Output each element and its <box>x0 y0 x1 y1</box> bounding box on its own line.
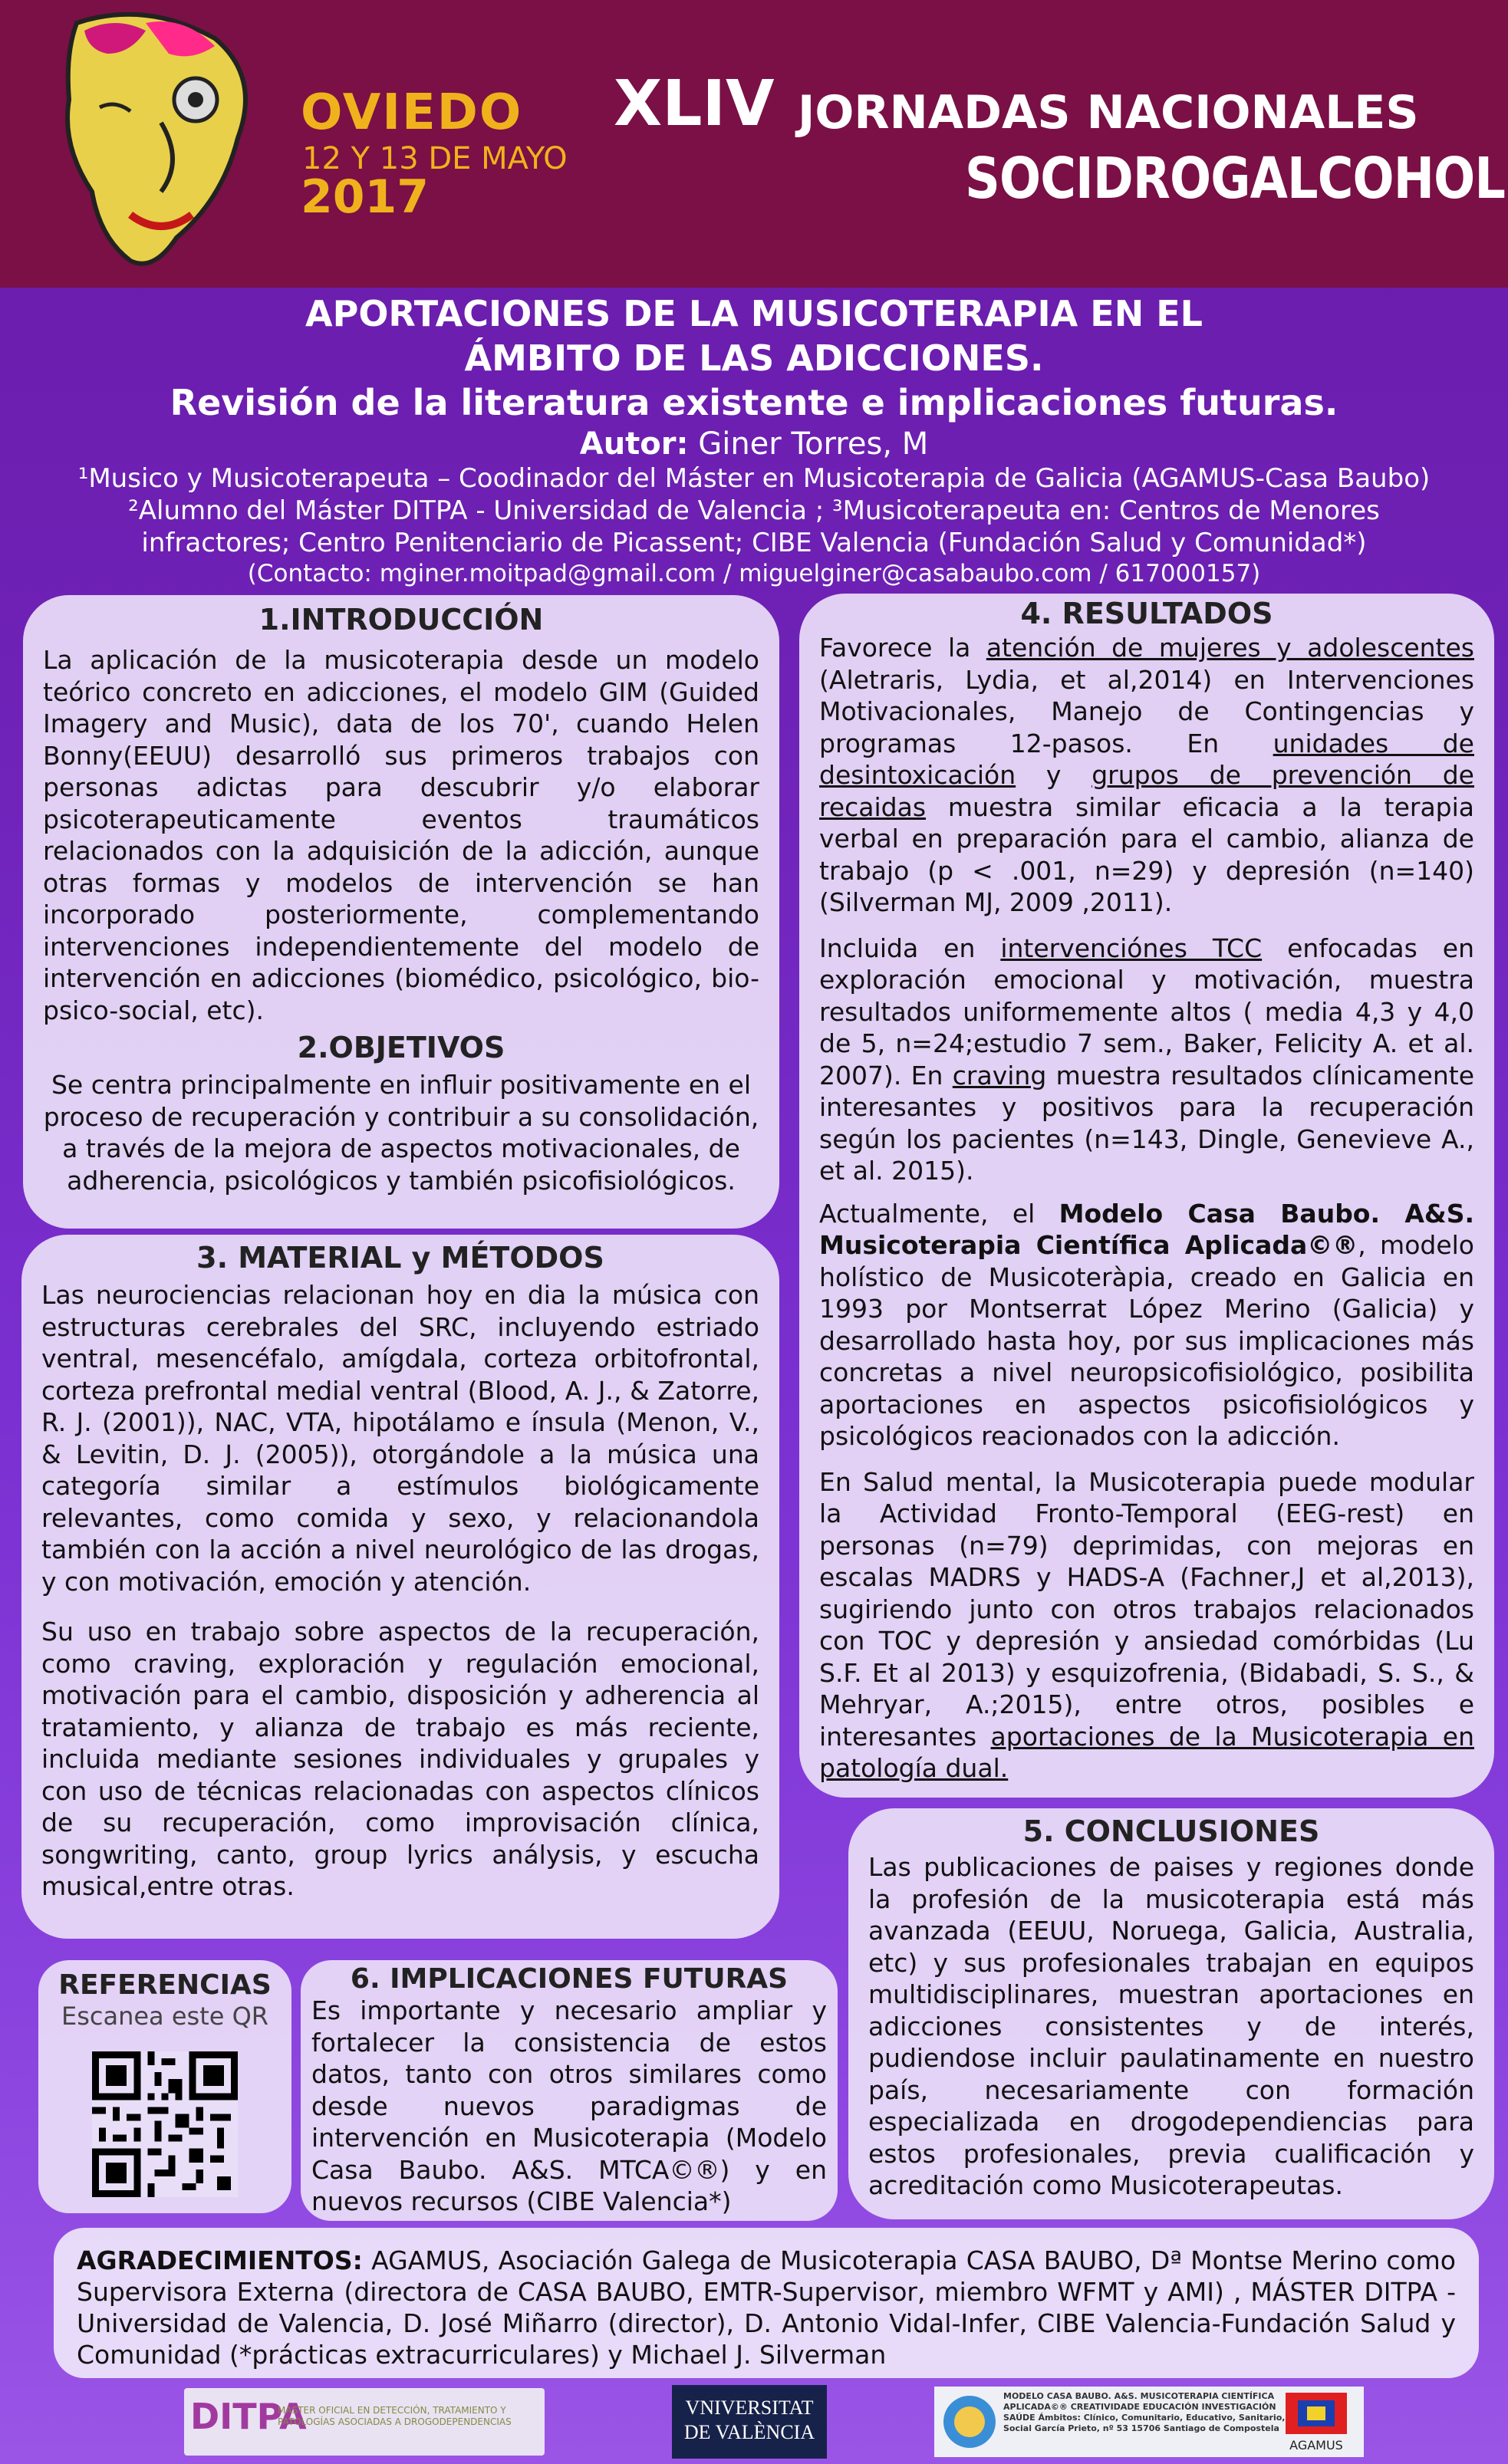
results-p1-link-relapse-groups: grupos de prevención de recaidas <box>819 760 1474 822</box>
agamus-logo-text: AGAMUS <box>1289 2438 1343 2452</box>
author-label: Autor: <box>579 426 689 462</box>
mascot-face-illustration <box>31 8 261 280</box>
intro-heading: 1.INTRODUCCIÓN <box>258 603 544 637</box>
author-line <box>0 426 1508 462</box>
conclusions-box <box>848 1808 1494 2219</box>
uv-logo-line1: VNIVERSITAT <box>685 2397 814 2419</box>
objectives-text: Se centra principalmente en influir positivamente en el proceso de recuperación y contribuir a su consolidación, a través de la mejora de aspectos motivacionales, de adherencia, psicológicos y también psicofisiológicos. <box>43 1070 759 1196</box>
intro-text: La aplicación de la musicoterapia desde un modelo teórico concreto en adicciones, el modelo GIM (Guided Imagery and Music), data de los 70', cuando Helen Bonny(EEUU) desarrolló sus primeros trabajos con personas adictas para descubrir y/o elaborar psicoterapeuticamente eventos traumáticos relacionados con la adquisición de la adicción, aunque otras formas y modelos de intervención se han incorporado posteriormente, complementando intervenciones independientemente del modelo de intervención en adicciones (biomédico, psicológico, bio-psico-social, etc). <box>43 645 759 1025</box>
results-p3-model-name: Modelo Casa Baubo. A&S. Musicoterapia Científica Aplicada©® <box>819 1198 1474 1260</box>
results-p1-text-b: (Aletraris, Lydia, et al,2014) en Intervenciones Motivacionales, Manejo de Contingencias y programas 12-pasos. En <box>819 664 1474 758</box>
universitat-valencia-logo <box>672 2385 827 2459</box>
results-p2-text-c: muestra resultados clínicamente interesantes y positivos para la recuperación según los pacientes (n=143, Dingle, Genevieve A., et al. 2015). <box>819 1060 1475 1186</box>
results-paragraph-1 <box>819 632 1474 919</box>
event-city: OVIEDO <box>301 84 523 141</box>
future-heading: 6. IMPLICACIONES FUTURAS <box>350 1963 789 1995</box>
event-name: JORNADAS NACIONALES <box>798 86 1419 140</box>
event-dates: 12 Y 13 DE MAYO <box>302 141 568 176</box>
author-name: Giner Torres, M <box>688 426 929 462</box>
results-p2-text-b: enfocadas en exploración emocional y motivación, muestra resultados uniformemente altos ( media 4,3 y 4,0 de 5, n=24;estudio 7 sem., Baker, Felicity A. et al. 2007). En <box>819 933 1474 1091</box>
contact-info: (Contacto: mginer.moitpad@gmail.com / miguelginer@casabaubo.com / 617000157) <box>247 560 1261 587</box>
ditpa-logo-subtext: MASTER OFICIAL EN DETECCIÓN, TRATAMIENTO Y PATOLOGÍAS ASOCIADAS A DROGODEPENDENCIAS <box>278 2405 512 2427</box>
objectives-heading: 2.OBJETIVOS <box>297 1031 505 1064</box>
results-paragraph-4 <box>819 1466 1474 1785</box>
intro-objectives-box <box>23 595 779 1229</box>
event-year: 2017 <box>301 170 429 224</box>
acknowledgements-text: AGAMUS, Asociación Galega de Musicoterapia CASA BAUBO, Dª Montse Merino como Supervisora Externa (directora de CASA BAUBO, EMTR-Supervisor, miembro WFMT y AMI) , MÁSTER DITPA - Universidad de Valencia, D. José Miñarro (director), D. Antonio Vidal-Infer, CIBE Valencia-Fundación Salud y Comunidad (*prácticas extracurriculares) y Michael J. Silverman <box>77 2245 1456 2370</box>
qr-code-icon[interactable] <box>92 2051 238 2197</box>
casa-baubo-emblem-icon <box>940 2391 999 2452</box>
methods-paragraph-1: Las neurociencias relacionan hoy en dia la música con estructuras cerebrales del SRC, incluyendo estriado ventral, mesencéfalo, amígdala, corteza orbitofrontal, corteza prefrontal medial ventral (Blood, A. J., & Zatorre, R. J. (2001)), NAC, VTA, hipotálamo e ínsula (Menon, V., & Levitin, D. J. (2005)), otorgándole a la música una categoría similar a estímulos biológicamente relevantes, como comida y sexo, y relacionandola también con la acción a nivel neurológico de las drogas, y con motivación, emoción y atención. <box>41 1280 759 1597</box>
results-p1-text-d: muestra similar eficacia a la terapia verbal en preparación para el cambio, alianza de trabajo (p < .001, n=29) y depresión (n=140) (Silverman MJ, 2009 ,2011). <box>819 791 1474 917</box>
conclusions-heading: 5. CONCLUSIONES <box>1022 1814 1320 1848</box>
results-box <box>799 594 1494 1798</box>
acknowledgements-box <box>54 2228 1479 2378</box>
results-paragraph-3 <box>819 1198 1474 1452</box>
results-p1-link-detox-units: unidades de desintoxicación <box>819 728 1474 790</box>
results-p2-text-a: Incluida en <box>819 933 1001 963</box>
future-implications-box <box>301 1960 838 2221</box>
poster-title-line2: ÁMBITO DE LAS ADICCIONES. <box>464 337 1044 379</box>
results-paragraph-2 <box>819 933 1474 1187</box>
ditpa-logo-text: DITPA <box>190 2396 307 2437</box>
references-scan-hint: Escanea este QR <box>61 2002 269 2031</box>
results-p2-link-tcc: intervenciónes TCC <box>1000 933 1263 963</box>
casa-baubo-logo-text: MODELO CASA BAUBO. A&S. MUSICOTERAPIA CIENTÍFICA APLICADA©® CREATIVIDADE EDUCACIÓN INVESTIGACIÓN SAÚDE Ámbitos: Clínico, Comunitario, Educativo, Sanitario, Social García Prieto, nº 53 15706 Santiago de Compostela <box>1003 2391 1286 2433</box>
methods-box <box>21 1235 779 1939</box>
poster-subtitle: Revisión de la literatura existente e implicaciones futuras. <box>170 382 1338 423</box>
results-p1-link-women-adolescents: atención de mujeres y adolescentes <box>986 633 1474 663</box>
results-p3-text-a: Actualmente, el <box>819 1198 1059 1229</box>
conclusions-text: Las publicaciones de paises y regiones donde la profesión de la musicoterapia está más avanzada (EEUU, Noruega, Galicia, Australia, etc) y sus profesionales trabajan en equipos multidisciplinares, muestran aportaciones en adicciones consistentes y de interés, pudiendose incluir paulatinamente en nuestro país, necesariamente con formación especializada en drogodependiencias para estos profesionales, previa cualificación y acreditación como Musicoterapeutas. <box>868 1852 1474 2200</box>
acknowledgements-label: AGRADECIMIENTOS: <box>77 2245 363 2275</box>
poster-title-line1: APORTACIONES DE LA MUSICOTERAPIA EN EL <box>305 293 1203 334</box>
affiliation-1: ¹Musico y Musicoterapeuta – Coodinador del Máster en Musicoterapia de Galicia (AGAMUS-Casa Baubo) <box>77 463 1431 494</box>
results-p2-link-craving: craving <box>952 1060 1047 1091</box>
methods-paragraph-2: Su uso en trabajo sobre aspectos de la recuperación, como craving, exploración y regulación emocional, motivación para el cambio, disposición y adherencia al tratamiento, y alianza de trabajo es más reciente, incluida mediante sesiones individuales y grupales y con uso de técnicas relacionadas con aspectos clínicos de su recuperación, como improvisación clínica, songwriting, canto, group lyrics análysis, y escucha musical,entre otras. <box>41 1617 759 1901</box>
future-text: Es importante y necesario ampliar y fortalecer la consistencia de estos datos, tanto con otros similares como desde nuevos paradigmas de intervención en Musicoterapia (Modelo Casa Baubo. A&S. MTCA©®) y en nuevos recursos (CIBE Valencia*) <box>311 1995 827 2216</box>
casa-baubo-logo <box>934 2387 1364 2457</box>
uv-logo-line2: DE VALÈNCIA <box>683 2421 815 2443</box>
results-p1-text-c: y <box>1016 760 1092 790</box>
references-heading: REFERENCIAS <box>58 1969 272 2001</box>
results-heading: 4. RESULTADOS <box>1020 597 1273 630</box>
results-p3-text-b: , modelo holístico de Musicoteràpia, creado en Galicia en 1993 por Montserrat López Merino (Galicia) y desarrollado hasta hoy, por sus implicaciones más concretas a nivel neuropsicofisiológico, posibilita aportaciones en aspectos psicofisiológicos y psicológicos reacionados con la adicción. <box>819 1230 1474 1451</box>
affiliation-2: ²Alumno del Máster DITPA - Universidad de Valencia ; ³Musicoterapeuta en: Centros de Menores <box>128 495 1380 526</box>
agamus-logo-icon <box>1272 2390 1361 2454</box>
event-organizer: SOCIDROGALCOHOL <box>965 146 1506 212</box>
methods-heading: 3. MATERIAL y MÉTODOS <box>196 1241 604 1275</box>
event-edition: XLIV <box>614 67 775 140</box>
results-p1-text-a: Favorece la <box>819 633 986 663</box>
ditpa-logo <box>184 2388 545 2456</box>
affiliation-3: infractores; Centro Penitenciario de Picassent; CIBE Valencia (Fundación Salud y Comunidad*) <box>141 528 1367 558</box>
results-p4-text: En Salud mental, la Musicoterapia puede modular la Actividad Fronto-Temporal (EEG-rest) en personas (n=79) deprimidas, con mejoras en escalas MADRS y HADS-A (Fachner,J et al,2013), sugiriendo junto con otros trabajos relacionados con TOC y depresión y ansiedad comórbidas (Lu S.F. Et al 2013) y esquizofrenia, (Bidabadi, S. S., & Mehryar, A.;2015), entre otros, posibles e interesantes <box>819 1466 1474 1752</box>
results-p4-link-dual-pathology: aportaciones de la Musicoterapia en patología dual. <box>819 1721 1474 1783</box>
